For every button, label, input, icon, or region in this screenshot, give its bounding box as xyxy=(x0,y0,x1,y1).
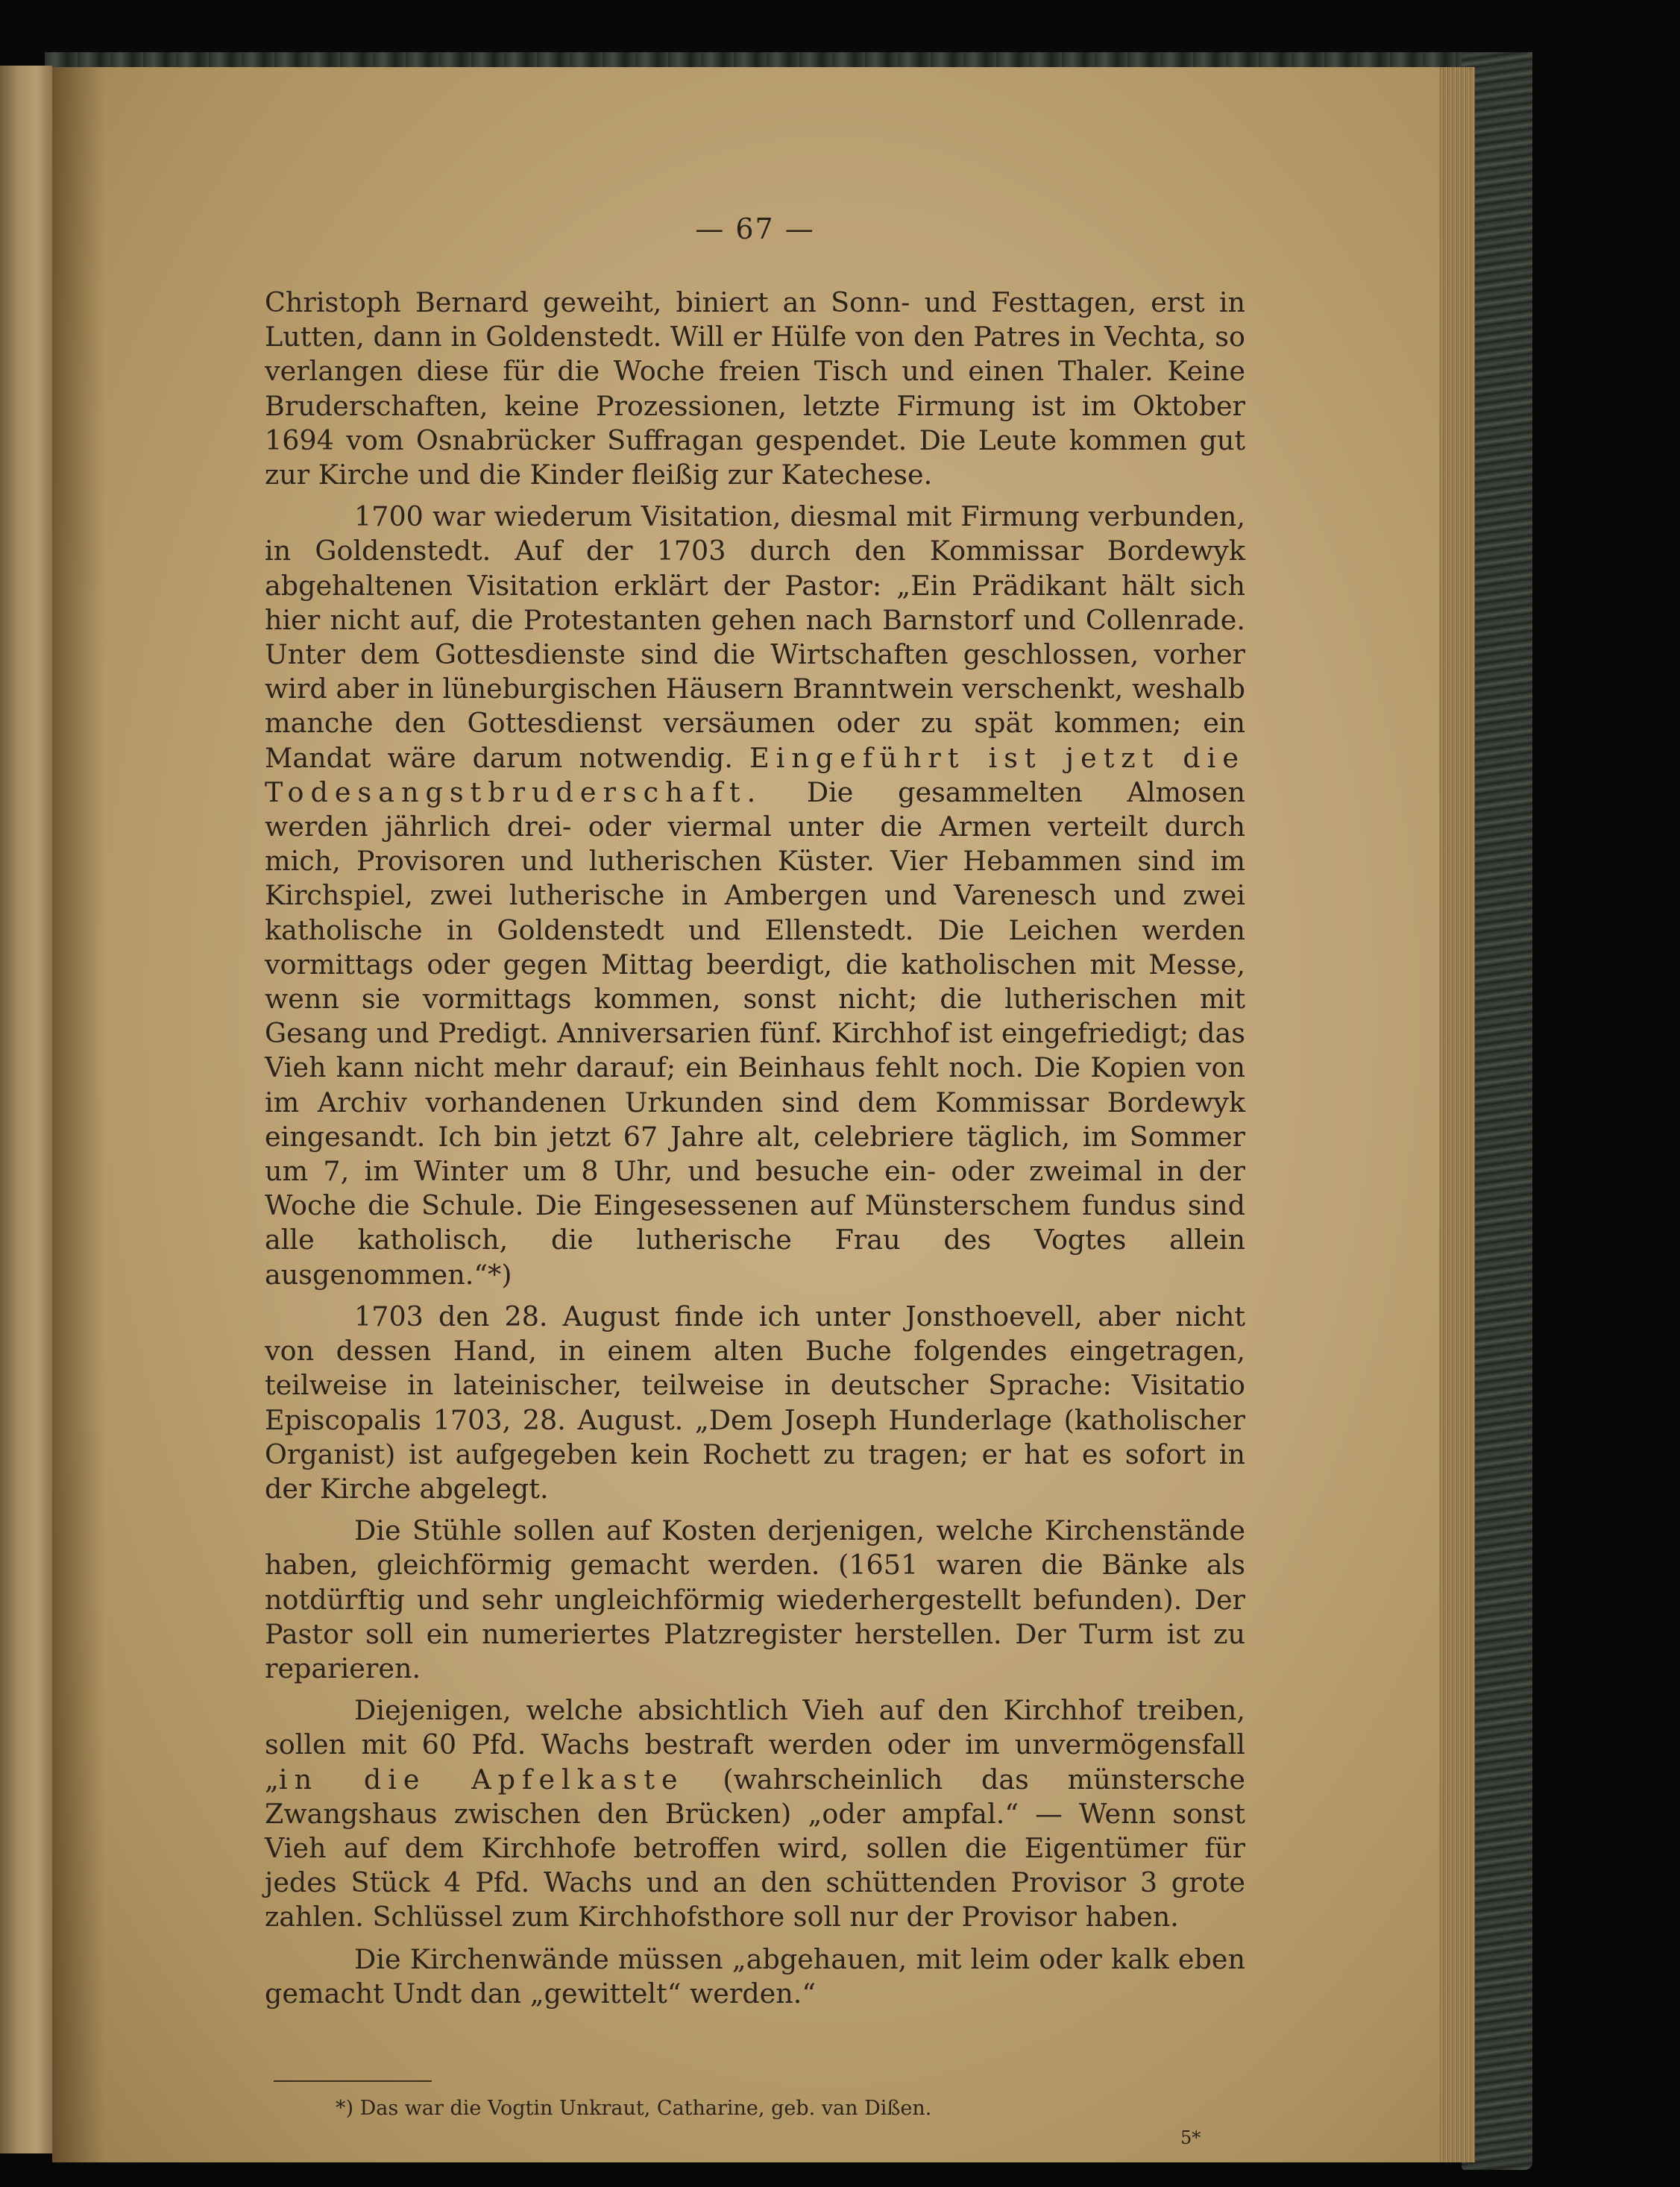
paragraph xyxy=(265,500,1245,1292)
paragraph-text: 1703 den 28. August finde ich unter Jonsthoevell, aber nicht von dessen Hand, in einem alten Buche folgendes eingetragen, teilweise in lateinischer, teilweise in deutscher Sprache: Visitatio Episcopalis 1703, 28. August. „Dem Joseph Hunderlage (katholischer Organist) ist aufgegeben kein Rochett zu tragen; er hat es sofort in der Kirche abgelegt. xyxy=(265,1300,1245,1505)
paragraph-text: Die gesammelten Almosen werden jährlich drei- oder viermal unter die Armen verteilt durch mich, Provisoren und lutherischen Küster. Vier Hebammen sind im Kirchspiel, zwei lutherische in Ambergen und Varenesch und zwei katholische in Goldenstedt und Ellenstedt. Die Leichen werden vormittags oder gegen Mittag beerdigt, die katholischen mit Messe, wenn sie vormittags kommen, sonst nicht; die lutherischen mit Gesang und Predigt. Anniversarien fünf. Kirchhof ist eingefriedigt; das Vieh kann nicht mehr darauf; ein Beinhaus fehlt noch. Die Kopien von im Archiv vorhandenen Urkunden sind dem Kommissar Bordewyk eingesandt. Ich bin jetzt 67 Jahre alt, celebriere täglich, im Sommer um 7, im Winter um 8 Uhr, und besuche ein- oder zweimal in der Woche die Schule. Die Eingesessenen auf Münsterschem fundus sind alle katholisch, die lutherische Frau des Vogtes allein ausgenommen.“*) xyxy=(265,775,1245,1291)
body-text xyxy=(265,286,1245,2018)
paragraph xyxy=(265,1693,1245,1934)
page-gutter-shadow xyxy=(52,67,104,2162)
paragraph-text: Die Stühle sollen auf Kosten derjenigen, welche Kirchenstände haben, gleichförmig gemacht werden. (1651 waren die Bänke als notdürftig und sehr ungleichförmig wiederhergestellt befunden). Der Pastor soll ein numeriertes Platzregister herstellen. Der Turm ist zu reparieren. xyxy=(265,1514,1245,1684)
spaced-emphasis-text: Eingeführt ist jetzt die Todesangstbruderschaft. xyxy=(265,741,1245,808)
paragraph-text: Die Kirchenwände müssen „abgehauen, mit leim oder kalk eben gemacht Undt dan „gewittelt“ werden.“ xyxy=(265,1942,1245,2010)
footnote-rule xyxy=(274,2080,432,2082)
spaced-emphasis-text: in die Apfelkaste xyxy=(278,1763,685,1796)
signature-mark: 5* xyxy=(1180,2127,1201,2148)
footnote: *) Das war die Vogtin Unkraut, Catharine, geb. van Dißen. xyxy=(336,2097,932,2120)
paragraph-text: Christoph Bernard geweiht, biniert an Sonn- und Festtagen, erst in Lutten, dann in Goldenstedt. Will er Hülfe von den Patres in Vechta, so verlangen diese für die Woche freien Tisch und einen Thaler. Keine Bruderschaften, keine Prozessionen, letzte Firmung ist im Oktober 1694 vom Osnabrücker Suffragan gespendet. Die Leute kommen gut zur Kirche und die Kinder fleißig zur Katechese. xyxy=(265,286,1245,491)
page-stack-edges xyxy=(1439,67,1475,2162)
paragraph xyxy=(265,1514,1245,1686)
paragraph-text: 1700 war wiederum Visitation, diesmal mit Firmung verbunden, in Goldenstedt. Auf der 1703 durch den Kommissar Bordewyk abgehaltenen Visitation erklärt der Pastor: „Ein Prädikant hält sich hier nicht auf, die Protestanten gehen nach Barnstorf und Collenrade. Unter dem Gottesdienste sind die Wirtschaften geschlossen, vorher wird aber in lüneburgischen Häusern Branntwein verschenkt, weshalb manche den Gottesdienst versäumen oder zu spät kommen; ein Mandat wäre darum notwendig. xyxy=(265,500,1245,774)
paragraph xyxy=(265,1942,1245,2011)
paragraph-text: (wahrscheinlich das münstersche Zwangshaus zwischen den Brücken) „oder ampfal.“ — Wenn sonst Vieh auf dem Kirchhofe betroffen wird, sollen die Eigentümer für jedes Stück 4 Pfd. Wachs und an den schüttenden Provisor 3 grote zahlen. Schlüssel zum Kirchhofsthore soll nur der Provisor haben. xyxy=(265,1763,1245,1933)
paragraph-text: Diejenigen, welche absichtlich Vieh auf den Kirchhof treiben, sollen mit 60 Pfd. Wachs bestraft werden oder im unvermögensfall „ xyxy=(265,1694,1245,1796)
paragraph xyxy=(265,286,1245,492)
paragraph xyxy=(265,1300,1245,1506)
page-number: — 67 — xyxy=(695,213,815,245)
previous-page-edge xyxy=(0,66,52,2153)
